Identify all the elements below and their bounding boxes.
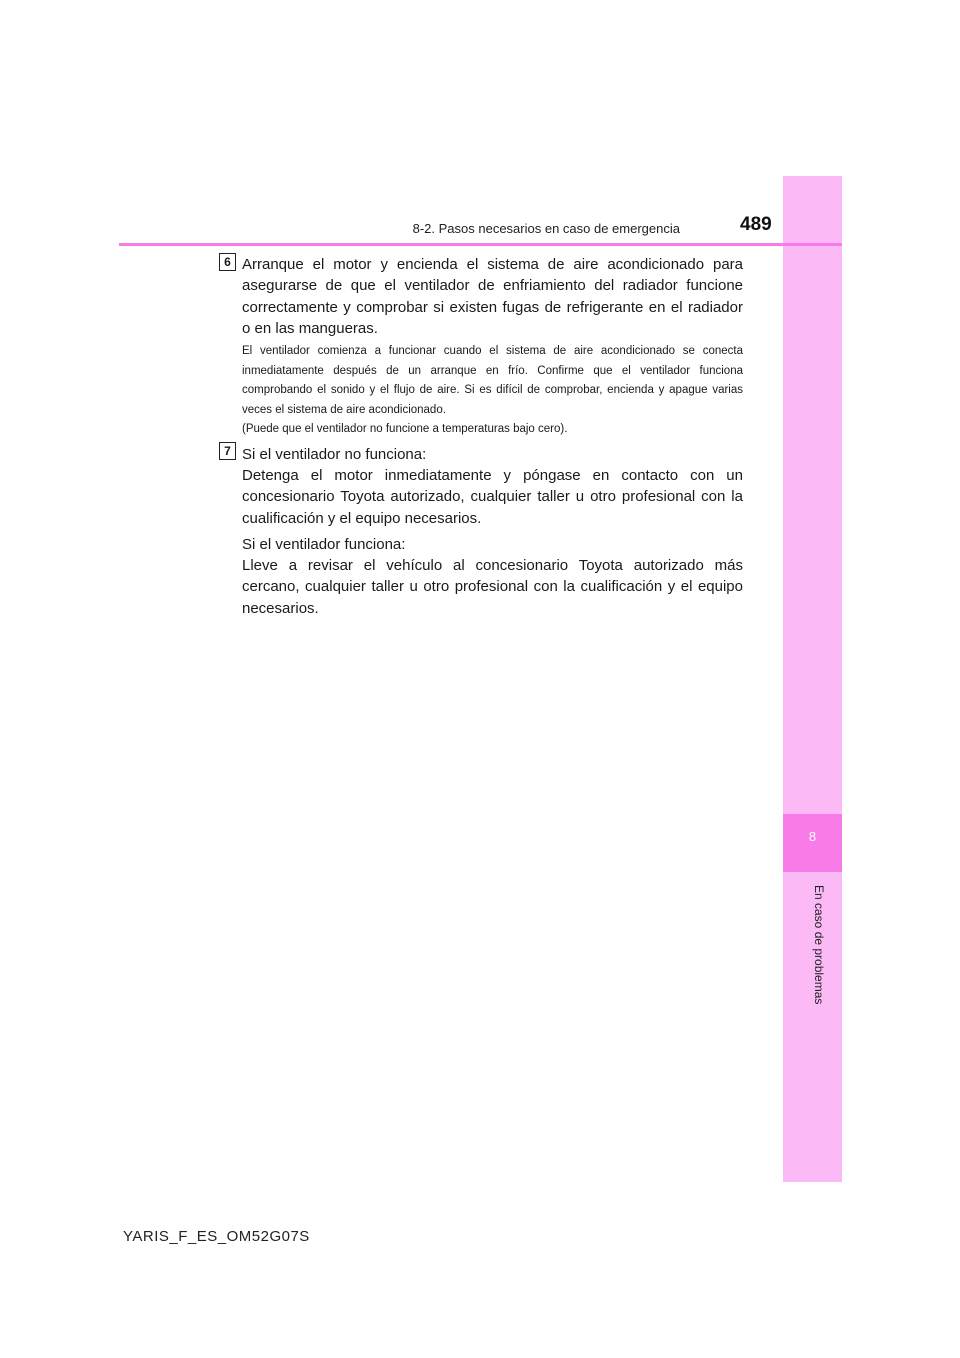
step-7-case-2-text: Lleve a revisar el vehículo al concesionario Toyota autorizado más cercano, cualquier taller u otro profesional con la cualificación y el equipo necesarios.: [242, 557, 743, 617]
step-7-case-1-title: Si el ventilador no funciona:: [242, 446, 427, 463]
document-code: YARIS_F_ES_OM52G07S: [123, 1228, 310, 1245]
page-number: 489: [740, 214, 772, 235]
step-6-main-text: Arranque el motor y encienda el sistema de aire acondicionado para asegurarse de que el ventilador de enfriamiento del radiador funcione correctamente y comprobar si existen fugas de refrigerante en el radiador o en las mangueras.: [242, 256, 743, 337]
section-title: 8-2. Pasos necesarios en caso de emergencia: [412, 221, 680, 236]
step-6-badge: 6: [219, 253, 236, 271]
header-rule: [119, 243, 842, 246]
step-6-note-2: (Puede que el ventilador no funcione a temperaturas bajo cero).: [242, 423, 568, 435]
step-6-note: El ventilador comienza a funcionar cuando el sistema de aire acondicionado se conecta inmediatamente después de un arranque en frío. Confirme que el ventilador funciona comprobando el sonido y el flujo de aire. Si es difícil de comprobar, encienda y apague varias veces el sistema de aire acondicionado.: [242, 345, 743, 416]
chapter-title: En caso de problemas: [812, 885, 826, 1005]
chapter-side-tab: [783, 176, 842, 1182]
step-7-case-1-text: Detenga el motor inmediatamente y póngase en contacto con un concesionario Toyota autorizado, cualquier taller u otro profesional con la cualificación y el equipo necesarios.: [242, 467, 743, 527]
chapter-number: 8: [808, 829, 817, 844]
step-7-case-2-title: Si el ventilador funciona:: [242, 536, 406, 553]
step-7-badge: 7: [219, 442, 236, 460]
